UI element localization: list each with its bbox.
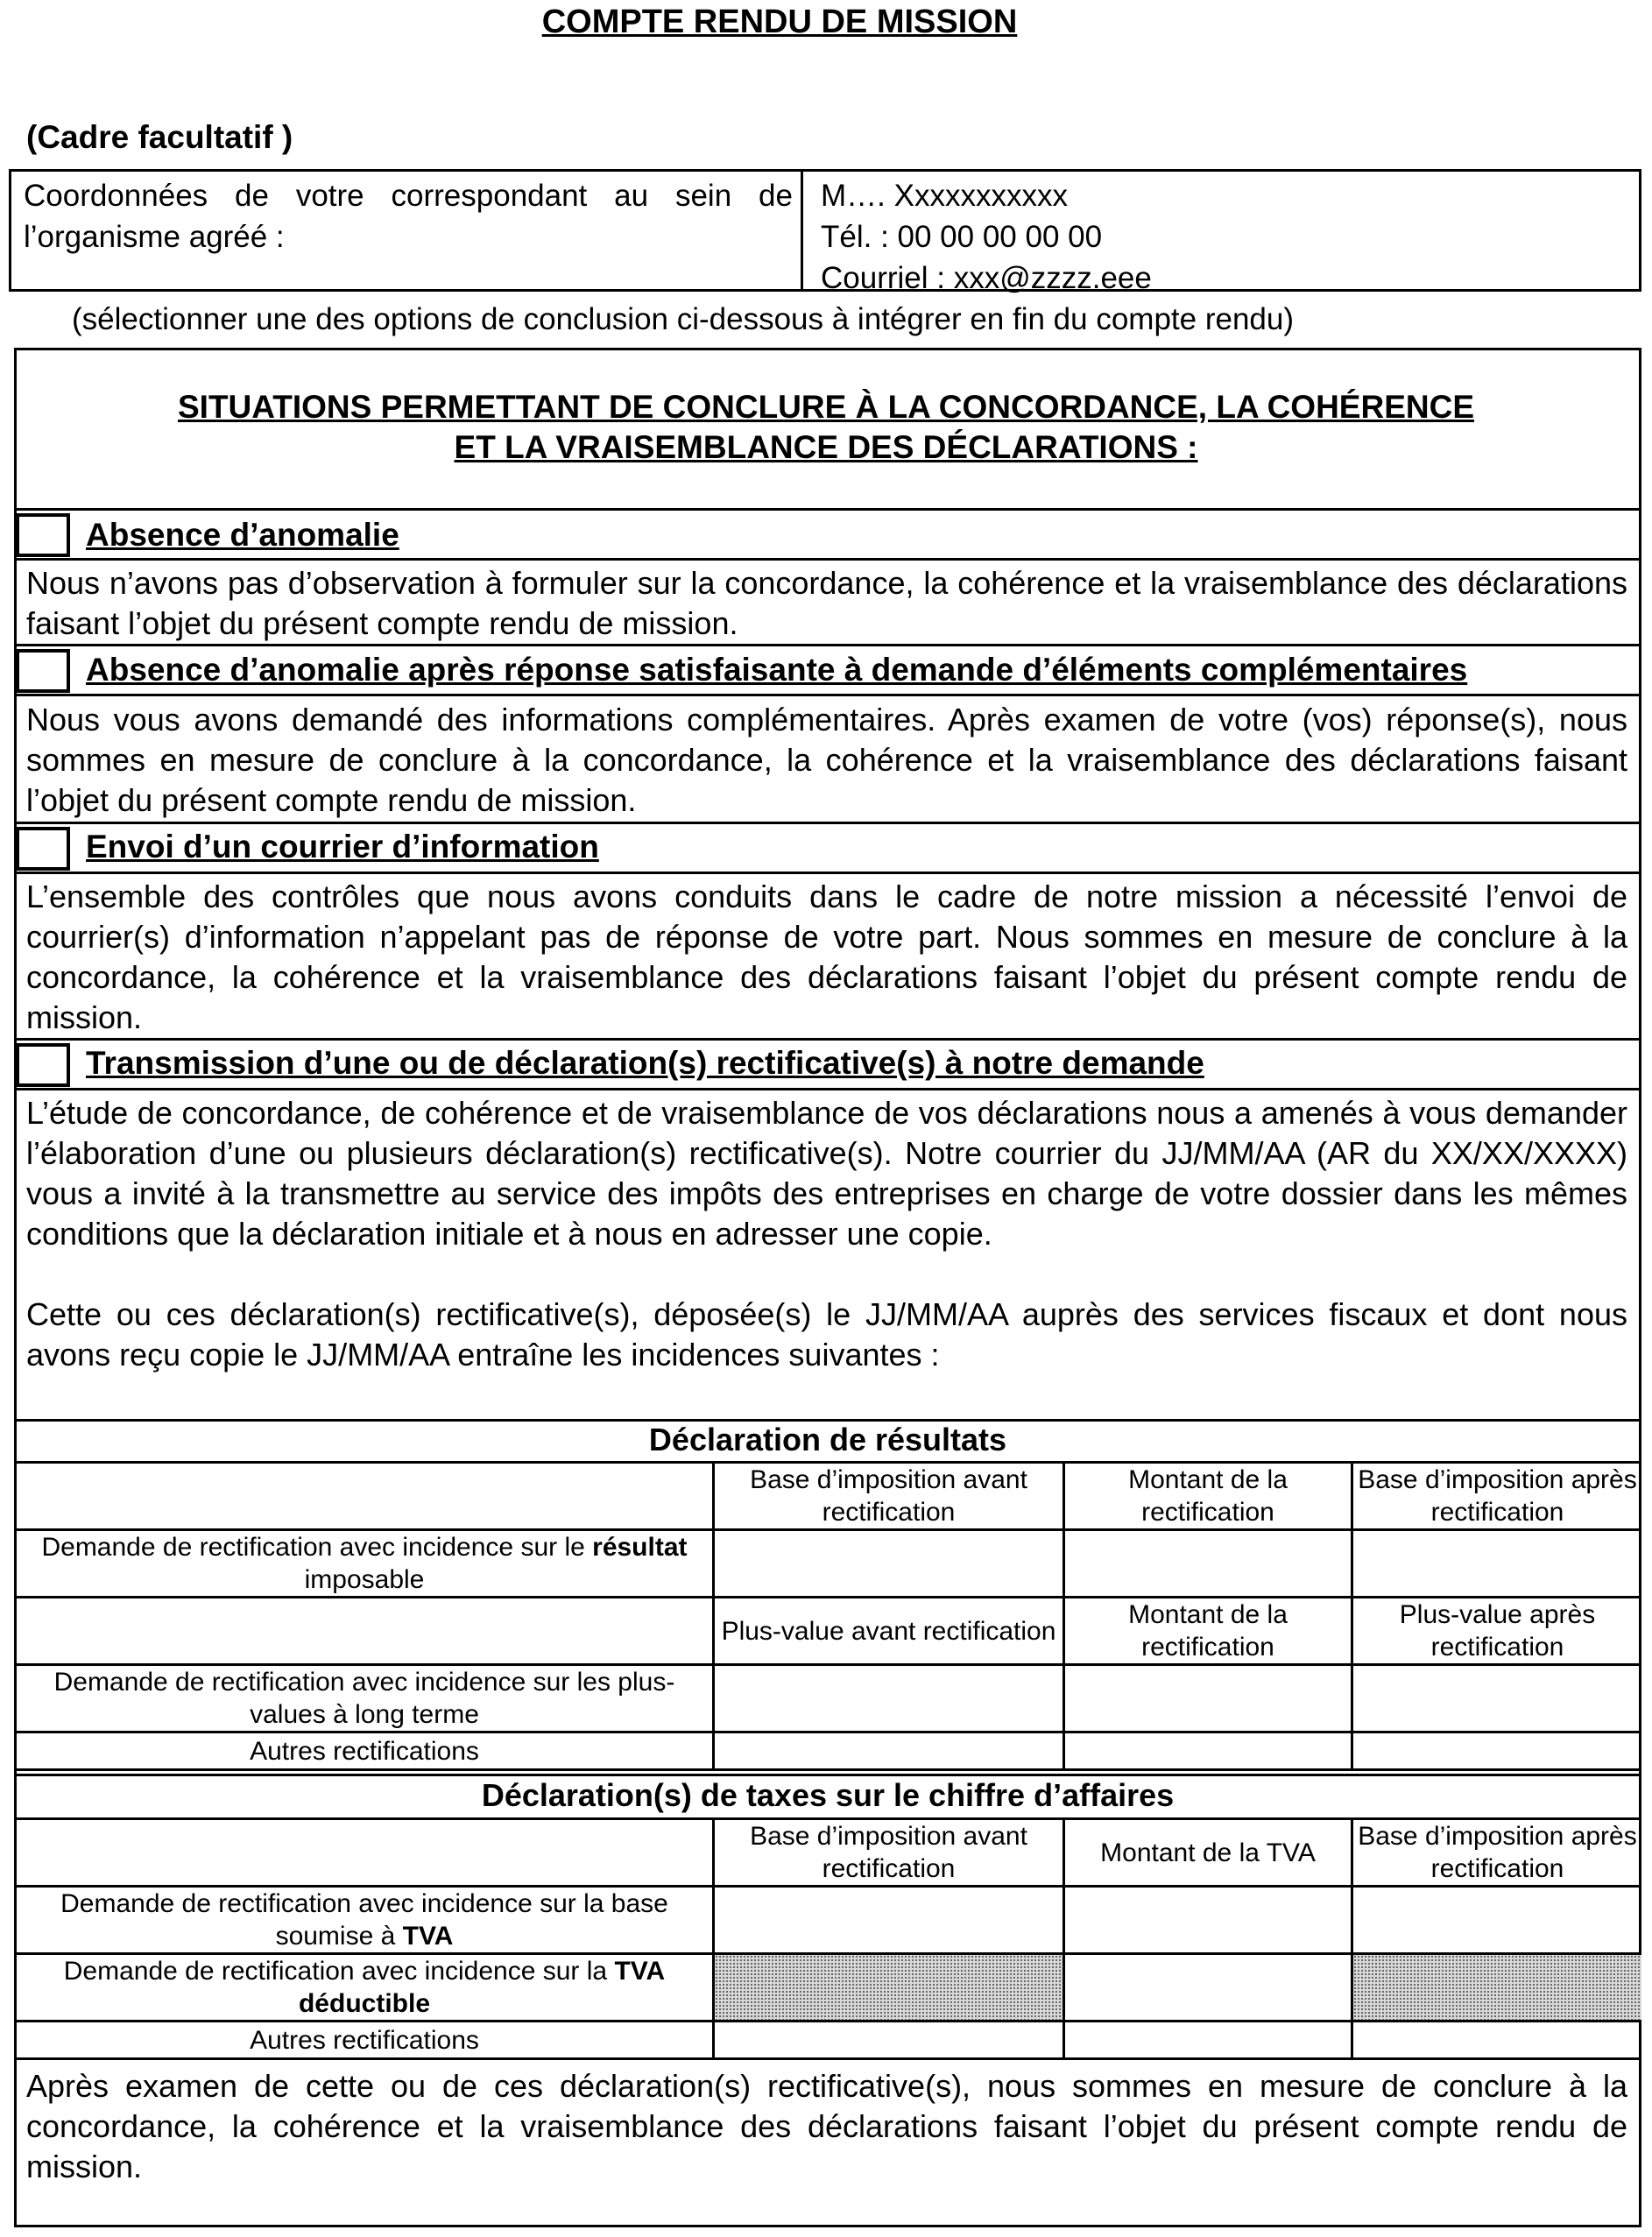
option-checkbox-declarations-rectificatives[interactable] bbox=[16, 1043, 70, 1087]
row-text: imposable bbox=[304, 1565, 425, 1594]
correspondent-email: Courriel : xxx@zzzz.eee bbox=[821, 261, 1152, 295]
table-row-label-resultat bbox=[19, 1531, 710, 1596]
table-header-montant-rectification: Montant de la rectification bbox=[1128, 1600, 1288, 1662]
shaded-cell bbox=[715, 1955, 1063, 2020]
option-text-declarations-rectificatives: L’étude de concordance, de cohérence et de vraisemblance de vos déclarations nous a amenés à vous demander l’élaboration d’une ou plusieurs déclaration(s) rectificative(s). Notre courrier du JJ/MM/AA (AR du XX/XX/XXXX) vous a invité à la transmettre au service des impôts des entreprises en charge de votre dossier dans les mêmes conditions que la déclaration initiale et à nous en adresser une copie. bbox=[26, 1095, 1627, 1252]
table-header-montant-rectification: Montant de la rectification bbox=[1128, 1465, 1288, 1527]
option-title-declarations-rectificatives: Transmission d’une ou de déclaration(s) rectificative(s) à notre demande bbox=[86, 1045, 1204, 1081]
correspondent-name: M…. Xxxxxxxxxxx bbox=[821, 179, 1068, 213]
divider bbox=[14, 694, 1641, 696]
table-header-base-avant: Base d’imposition avant rectification bbox=[750, 1822, 1027, 1883]
divider bbox=[14, 872, 1641, 874]
table-header-base-apres: Base d’imposition après rectification bbox=[1358, 1822, 1637, 1883]
situations-title-line2: ET LA VRAISEMBLANCE DES DÉCLARATIONS : bbox=[454, 429, 1198, 465]
option-text-courrier-information: L’ensemble des contrôles que nous avons conduits dans le cadre de notre mission a nécessité l’envoi de courrier(s) d’information n’appelant pas de réponse de votre part. Nous sommes en mesure de conclure à la concordance, la cohérence et la vraisemblance des déclarations faisant l’objet du présent compte rendu de mission. bbox=[26, 879, 1627, 1035]
shaded-cell bbox=[1353, 1955, 1641, 2020]
table-row-label-tva-deductible bbox=[19, 1955, 710, 2020]
table-tva-title: Déclaration(s) de taxes sur le chiffre d’affaires bbox=[481, 1777, 1175, 1813]
option-checkbox-absence-anomalie[interactable] bbox=[16, 513, 70, 557]
table-row-label-autres: Autres rectifications bbox=[250, 2025, 479, 2055]
table-row-label-plus-values: Demande de rectification avec incidence sur les plus-values à long terme bbox=[53, 1668, 675, 1729]
table-header-plus-value-apres: Plus-value après rectification bbox=[1399, 1600, 1596, 1662]
table-border bbox=[14, 2057, 1641, 2060]
correspondent-phone: Tél. : 00 00 00 00 00 bbox=[821, 220, 1103, 254]
option-title-courrier-information: Envoi d’un courrier d’information bbox=[86, 829, 599, 864]
table-border bbox=[14, 1768, 1641, 1771]
option-title-absence-anomalie-apres-reponse: Absence d’anomalie après réponse satisfaisante à demande d’éléments complémentaires bbox=[86, 652, 1468, 688]
divider bbox=[14, 822, 1641, 824]
table-resultats-title: Déclaration de résultats bbox=[648, 1422, 1007, 1457]
table-header-plus-value-avant: Plus-value avant rectification bbox=[721, 1616, 1056, 1646]
option-text-absence-anomalie-apres-reponse: Nous vous avons demandé des informations complémentaires. Après examen de votre (vos) réponse(s), nous sommes en mesure de conclure à la concordance, la cohérence et la vraisemblance des déclarations faisant l’objet du présent compte rendu de mission. bbox=[26, 702, 1627, 818]
option-title-absence-anomalie: Absence d’anomalie bbox=[86, 517, 399, 553]
divider bbox=[14, 508, 1641, 511]
table-header-montant-tva: Montant de la TVA bbox=[1100, 1838, 1316, 1867]
coord-divider bbox=[801, 172, 803, 289]
table-border bbox=[14, 1774, 1641, 1776]
table-header-base-avant: Base d’imposition avant rectification bbox=[750, 1465, 1027, 1527]
row-text-bold: résultat bbox=[592, 1533, 688, 1562]
divider bbox=[14, 1038, 1641, 1041]
row-text: Demande de rectification avec incidence sur la bbox=[63, 1957, 615, 1986]
divider bbox=[14, 644, 1641, 646]
divider bbox=[14, 558, 1641, 561]
row-text-bold: TVA bbox=[402, 1922, 454, 1951]
conclusion-text: Après examen de cette ou de ces déclaration(s) rectificative(s), nous sommes en mesure de conclure à la concordance, la cohérence et la vraisemblance des déclarations faisant l’objet du présent compte rendu de mission. bbox=[26, 2068, 1627, 2184]
row-text-bold: TVA déductible bbox=[298, 1957, 666, 2018]
option-text-absence-anomalie: Nous n’avons pas d’observation à formuler sur la concordance, la cohérence et la vraisemblance des déclarations faisant l’objet du présent compte rendu de mission. bbox=[26, 565, 1627, 641]
row-text: Demande de rectification avec incidence sur la base soumise à bbox=[60, 1889, 668, 1951]
divider bbox=[14, 1088, 1641, 1090]
option-checkbox-absence-anomalie-apres-reponse[interactable] bbox=[16, 649, 70, 693]
table-row-label-autres: Autres rectifications bbox=[250, 1736, 479, 1766]
correspondent-box bbox=[9, 169, 1641, 295]
option-checkbox-courrier-information[interactable] bbox=[16, 827, 70, 871]
situations-title-line1: SITUATIONS PERMETTANT DE CONCLURE À LA CONCORDANCE, LA COHÉRENCE bbox=[178, 389, 1474, 425]
correspondent-label: Coordonnées de votre correspondant au sein de l’organisme agréé : bbox=[24, 179, 793, 254]
row-text: Demande de rectification avec incidence sur le bbox=[41, 1533, 593, 1562]
table-header-base-apres: Base d’imposition après rectification bbox=[1358, 1465, 1637, 1527]
document-title: COMPTE RENDU DE MISSION bbox=[541, 4, 1018, 40]
table-row-label-base-tva bbox=[19, 1888, 710, 1952]
instruction-text: (sélectionner une des options de conclusion ci-dessous à intégrer en fin du compte rendu) bbox=[72, 302, 1294, 336]
option-text2-declarations-rectificatives: Cette ou ces déclaration(s) rectificative(s), déposée(s) le JJ/MM/AA auprès des services fiscaux et dont nous avons reçu copie le JJ/MM/AA entraîne les incidences suivantes : bbox=[26, 1296, 1627, 1373]
cadre-label: (Cadre facultatif ) bbox=[26, 119, 293, 155]
